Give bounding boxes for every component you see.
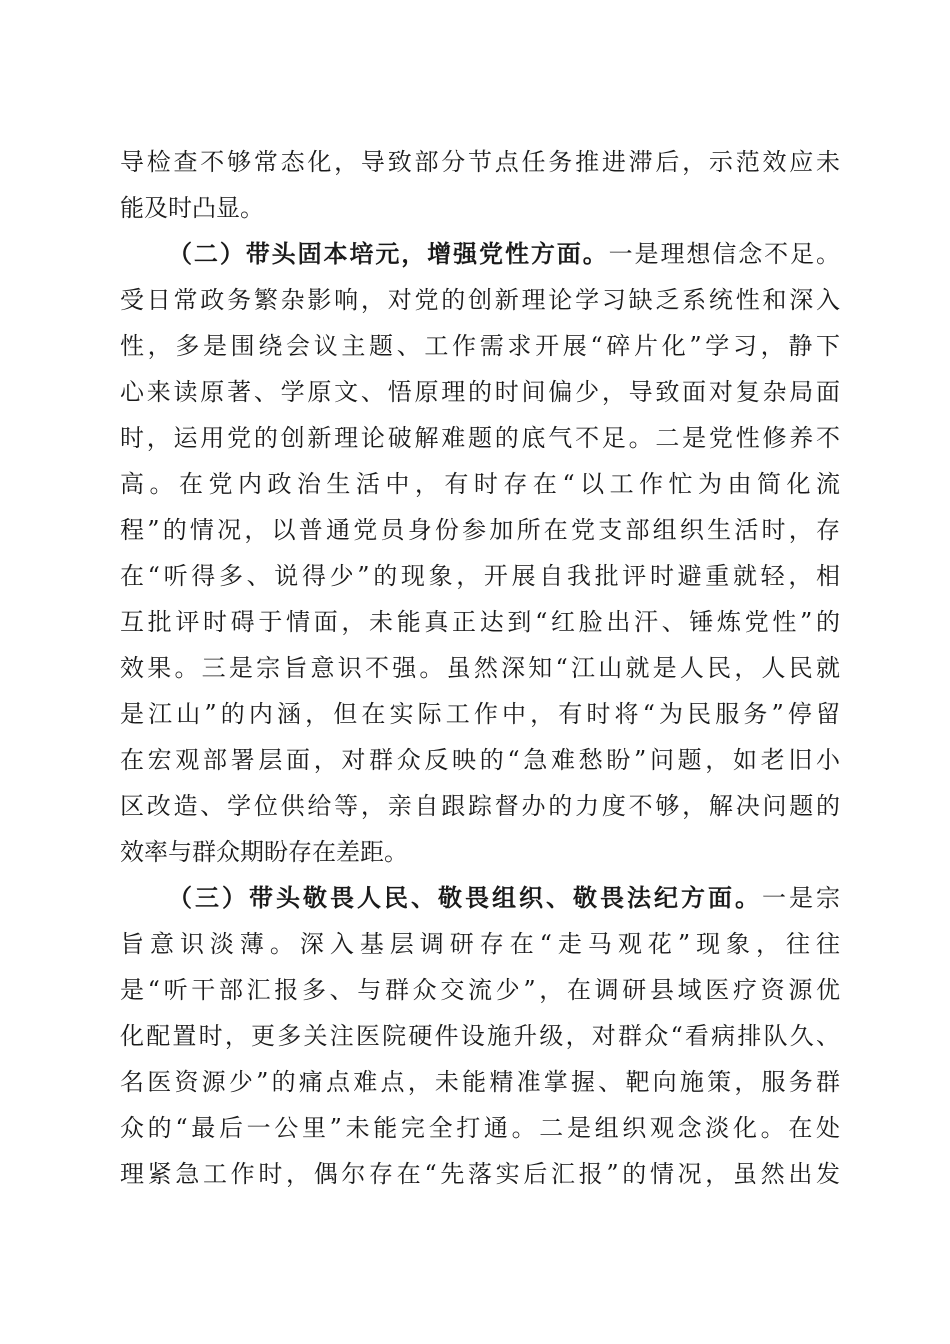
paragraph-2-line: 效率与群众期盼存在差距。 <box>120 838 408 866</box>
paragraph-3-first-line-rest: 一是宗 <box>762 884 840 912</box>
paragraph-3-line: 名医资源少”的痛点难点，未能精准掌握、靶向施策，服务群 <box>120 1068 840 1096</box>
paragraph-2-line: 在“听得多、说得少”的现象，开展自我批评时避重就轻，相 <box>120 562 840 590</box>
paragraph-3-line: 旨意识淡薄。深入基层调研存在“走马观花”现象，往往 <box>120 930 840 958</box>
paragraph-3-first-line <box>168 876 840 920</box>
paragraph-2-line: 受日常政务繁杂影响，对党的创新理论学习缺乏系统性和深入 <box>120 286 840 314</box>
paragraph-1-line-2: 能及时凸显。 <box>120 194 264 222</box>
paragraph-2-first-line-rest: 一是理想信念不足。 <box>608 240 840 268</box>
paragraph-2-heading: （二）带头固本培元，增强党性方面。 <box>168 239 609 268</box>
paragraph-2-line: 是江山”的内涵，但在实际工作中，有时将“为民服务”停留 <box>120 700 840 728</box>
paragraph-2-line: 区改造、学位供给等，亲自跟踪督办的力度不够，解决问题的 <box>120 792 840 820</box>
paragraph-3-line: 众的“最后一公里”未能完全打通。二是组织观念淡化。在处 <box>120 1114 840 1142</box>
paragraph-2-line: 互批评时碍于情面，未能真正达到“红脸出汗、锤炼党性”的 <box>120 608 840 636</box>
paragraph-2-line: 在宏观部署层面，对群众反映的“急难愁盼”问题，如老旧小 <box>120 746 840 774</box>
paragraph-3-heading: （三）带头敬畏人民、敬畏组织、敬畏法纪方面。 <box>168 883 762 912</box>
paragraph-2-line: 效果。三是宗旨意识不强。虽然深知“江山就是人民，人民就 <box>120 654 840 682</box>
paragraph-2-line: 心来读原著、学原文、悟原理的时间偏少，导致面对复杂局面 <box>120 378 840 406</box>
paragraph-2-line: 程”的情况，以普通党员身份参加所在党支部组织生活时，存 <box>120 516 840 544</box>
paragraph-2-line: 时，运用党的创新理论破解难题的底气不足。二是党性修养不 <box>120 424 840 452</box>
paragraph-2-first-line <box>168 232 840 276</box>
paragraph-3-line: 化配置时，更多关注医院硬件设施升级，对群众“看病排队久、 <box>120 1022 840 1050</box>
paragraph-2-line: 高。在党内政治生活中，有时存在“以工作忙为由简化流 <box>120 470 840 498</box>
paragraph-2-line: 性，多是围绕会议主题、工作需求开展“碎片化”学习，静下 <box>120 332 840 360</box>
paragraph-1-line-1: 导检查不够常态化，导致部分节点任务推进滞后，示范效应未 <box>120 148 840 176</box>
paragraph-3-line: 理紧急工作时，偶尔存在“先落实后汇报”的情况，虽然出发 <box>120 1160 840 1188</box>
paragraph-3-line: 是“听干部汇报多、与群众交流少”，在调研县域医疗资源优 <box>120 976 840 1004</box>
